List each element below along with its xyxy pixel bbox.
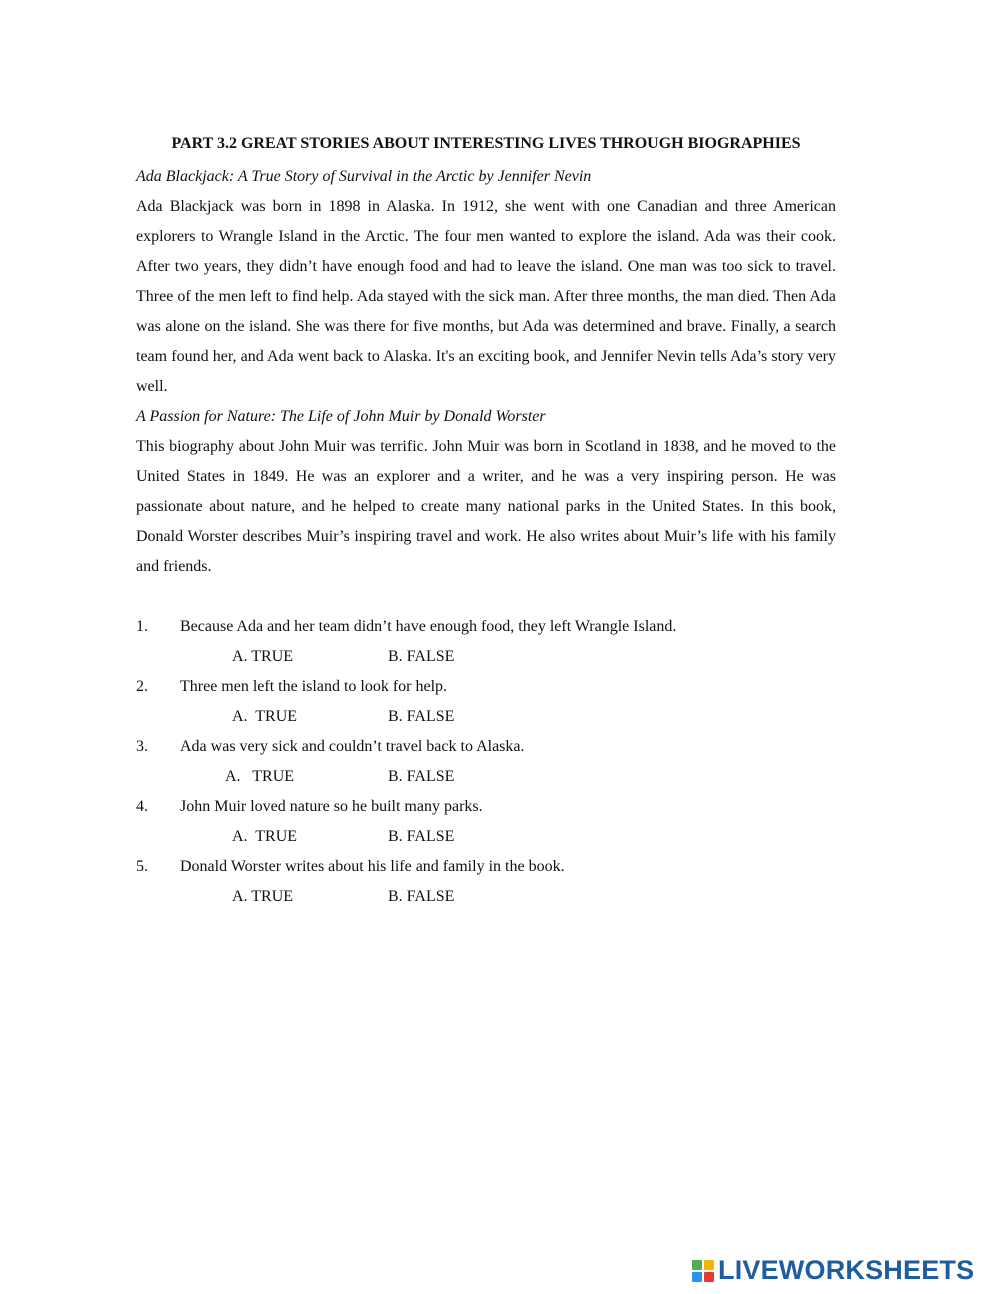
question-5-options [136, 882, 836, 912]
option-true[interactable]: A. TRUE [225, 768, 295, 785]
question-4-options [136, 822, 836, 852]
question-number: 4. [136, 798, 148, 815]
question-number: 1. [136, 618, 148, 635]
option-false[interactable]: B. FALSE [388, 888, 455, 905]
option-true[interactable]: A. TRUE [232, 828, 298, 845]
book1-title: Ada Blackjack: A True Story of Survival in the Arctic by Jennifer Nevin [136, 168, 592, 185]
question-text: Ada was very sick and couldn’t travel back to Alaska. [180, 738, 525, 755]
question-1-options [136, 642, 836, 672]
option-false[interactable]: B. FALSE [388, 828, 455, 845]
part-title: PART 3.2 GREAT STORIES ABOUT INTERESTING LIVES THROUGH BIOGRAPHIES [171, 135, 801, 152]
question-5 [136, 852, 836, 882]
option-true[interactable]: A. TRUE [232, 888, 294, 905]
question-2-options [136, 702, 836, 732]
question-2 [136, 672, 836, 702]
liveworksheets-logo-icon [692, 1260, 714, 1282]
book2-text: This biography about John Muir was terrific. John Muir was born in Scotland in 1838, and he moved to the United States in 1849. He was an explorer and a writer, and he was a very inspiring person. He was passionate about nature, and he helped to create many national parks in the United States. In this book, Donald Worster describes Muir’s inspiring travel and work. He also writes about Muir’s life with his family and friends. [136, 438, 836, 575]
worksheet-page [136, 132, 836, 912]
question-1 [136, 612, 836, 642]
brand-name: LIVEWORKSHEETS [718, 1255, 975, 1285]
option-true[interactable]: A. TRUE [232, 648, 294, 665]
book1-text: Ada Blackjack was born in 1898 in Alaska. In 1912, she went with one Canadian and three American explorers to Wrangle Island in the Arctic. The four men wanted to explore the island. Ada was their cook. After two years, they didn’t have enough food and had to leave the island. One man was too sick to travel. Three of the men left to find help. Ada stayed with the sick man. After three months, the man died. Then Ada was alone on the island. She was there for five months, but Ada was determined and brave. Finally, a search team found her, and Ada went back to Alaska. It's an exciting book, and Jennifer Nevin tells Ada’s story very well. [136, 198, 836, 395]
question-4 [136, 792, 836, 822]
question-text: John Muir loved nature so he built many parks. [180, 798, 483, 815]
question-text: Three men left the island to look for help. [180, 678, 448, 695]
question-number: 3. [136, 738, 148, 755]
option-true[interactable]: A. TRUE [232, 708, 298, 725]
question-3 [136, 732, 836, 762]
question-3-options [136, 762, 836, 792]
question-number: 5. [136, 858, 148, 875]
option-false[interactable]: B. FALSE [388, 648, 455, 665]
logo-square-blue [692, 1272, 702, 1282]
question-text: Donald Worster writes about his life and family in the book. [180, 858, 565, 875]
logo-square-red [704, 1272, 714, 1282]
question-list [136, 612, 836, 912]
option-false[interactable]: B. FALSE [388, 708, 455, 725]
liveworksheets-brand[interactable] [692, 1255, 974, 1286]
option-false[interactable]: B. FALSE [388, 768, 455, 785]
book2-title: A Passion for Nature: The Life of John Muir by Donald Worster [136, 408, 546, 425]
logo-square-green [692, 1260, 702, 1270]
question-number: 2. [136, 678, 148, 695]
logo-square-yellow [704, 1260, 714, 1270]
question-text: Because Ada and her team didn’t have enough food, they left Wrangle Island. [180, 618, 677, 635]
